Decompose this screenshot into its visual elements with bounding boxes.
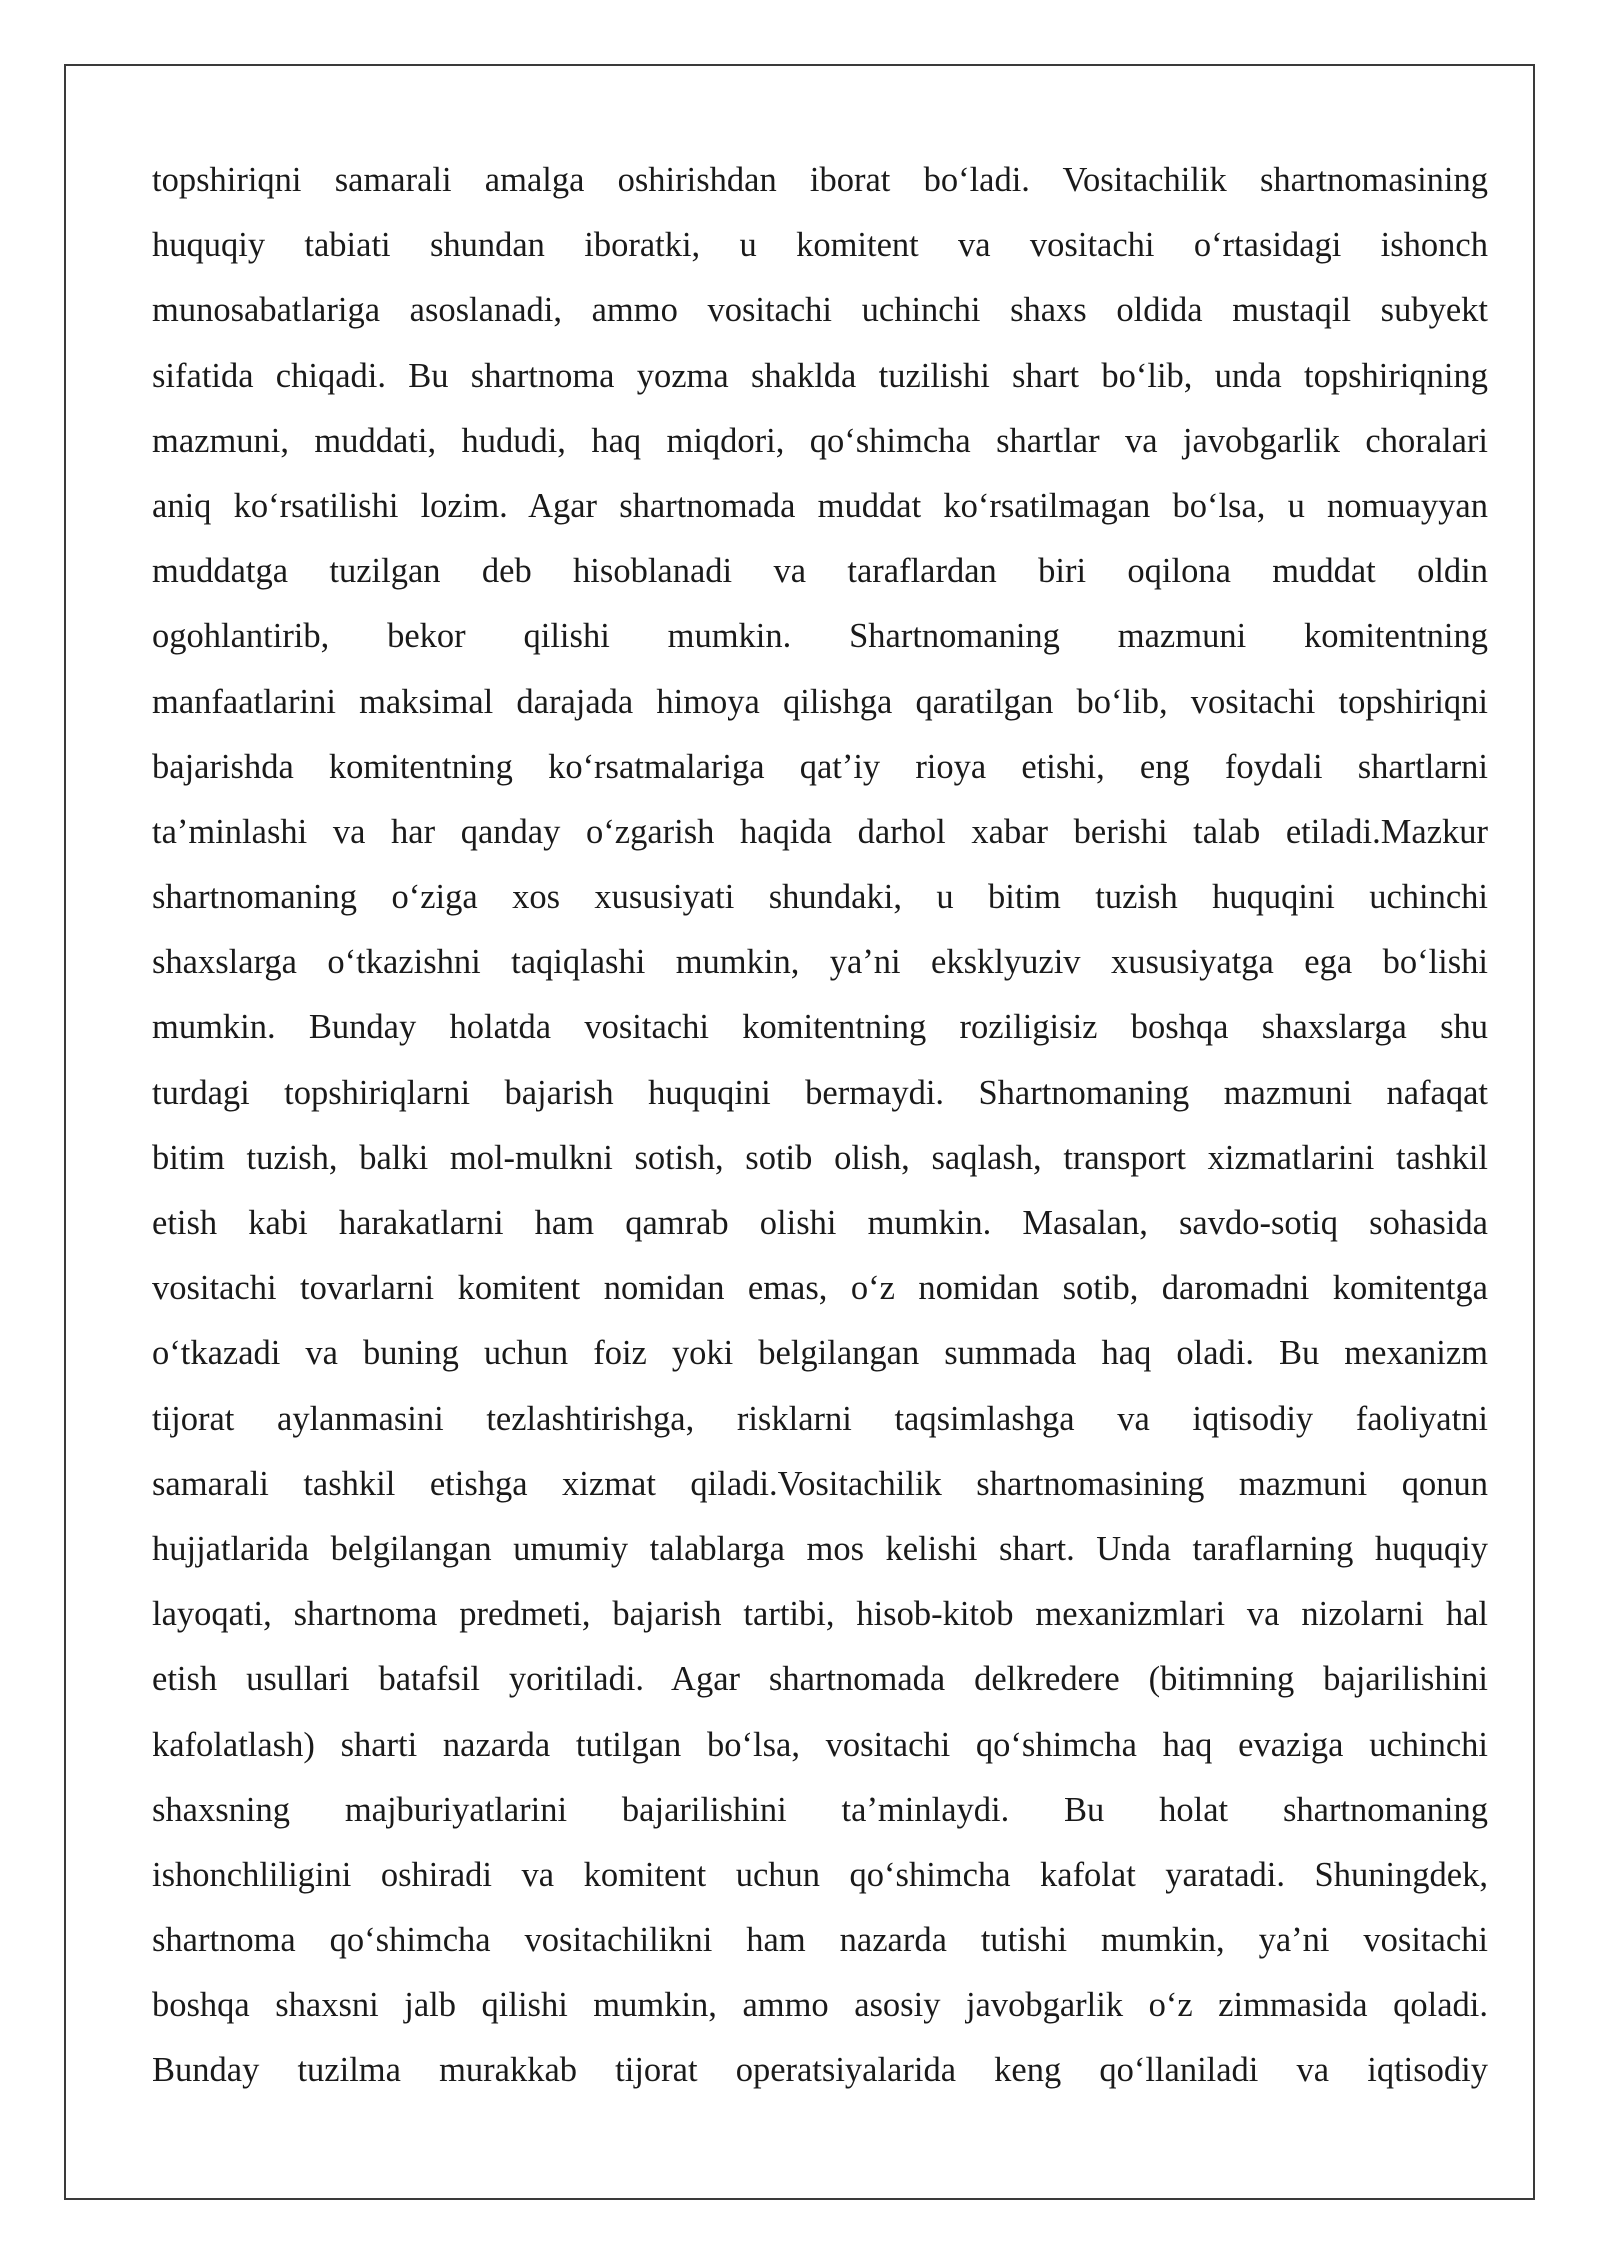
text-line: muddatga tuzilgan deb hisoblanadi va taraflardan biri oqilona muddat oldin (152, 552, 1488, 591)
text-line: shartnomaning oʻziga xos xususiyati shundaki, u bitim tuzish huquqini uchinchi (152, 878, 1488, 917)
text-line: etish kabi harakatlarni ham qamrab olishi mumkin. Masalan, savdo-sotiq sohasida (152, 1204, 1488, 1242)
text-line: sifatida chiqadi. Bu shartnoma yozma shaklda tuzilishi shart boʻlib, unda topshiriqning (152, 356, 1488, 395)
text-line: bajarishda komitentning koʻrsatmalariga qatʼiy rioya etishi, eng foydali shartlarni (152, 747, 1488, 786)
text-line: mazmuni, muddati, hududi, haq miqdori, qoʻshimcha shartlar va javobgarlik choralari (152, 421, 1488, 460)
text-line: ogohlantirib, bekor qilishi mumkin. Shartnomaning mazmuni komitentning (152, 617, 1488, 656)
text-line: taʼminlashi va har qanday oʻzgarish haqida darhol xabar berishi talab etiladi.Mazkur (152, 812, 1488, 851)
body-text (152, 148, 1488, 2104)
text-line: ishonchliligini oshiradi va komitent uchun qoʻshimcha kafolat yaratadi. Shuningdek, (152, 1855, 1488, 1894)
text-line: manfaatlarini maksimal darajada himoya qilishga qaratilgan boʻlib, vositachi topshiriqni (152, 682, 1488, 721)
text-line: samarali tashkil etishga xizmat qiladi.Vositachilik shartnomasining mazmuni qonun (152, 1464, 1488, 1503)
text-line: boshqa shaxsni jalb qilishi mumkin, ammo asosiy javobgarlik oʻz zimmasida qoladi. (152, 1986, 1488, 2025)
text-line: kafolatlash) sharti nazarda tutilgan boʻlsa, vositachi qoʻshimcha haq evaziga uchinchi (152, 1725, 1488, 1764)
text-line: shaxslarga oʻtkazishni taqiqlashi mumkin, yaʼni eksklyuziv xususiyatga ega boʻlishi (152, 943, 1488, 982)
text-line: vositachi tovarlarni komitent nomidan emas, oʻz nomidan sotib, daromadni komitentga (152, 1269, 1488, 1308)
text-line: topshiriqni samarali amalga oshirishdan iborat boʻladi. Vositachilik shartnomasining (152, 161, 1488, 199)
text-line: bitim tuzish, balki mol-mulkni sotish, sotib olish, saqlash, transport xizmatlarini tashkil (152, 1138, 1488, 1177)
text-line: huquqiy tabiati shundan iboratki, u komitent va vositachi oʻrtasidagi ishonch (152, 226, 1488, 265)
text-line: munosabatlariga asoslanadi, ammo vositachi uchinchi shaxs oldida mustaqil subyekt (152, 291, 1488, 330)
text-line: aniq koʻrsatilishi lozim. Agar shartnomada muddat koʻrsatilmagan boʻlsa, u nomuayyan (152, 486, 1488, 525)
text-line: etish usullari batafsil yoritiladi. Agar shartnomada delkredere (bitimning bajarilishini (152, 1660, 1488, 1699)
text-line: mumkin. Bunday holatda vositachi komitentning roziligisiz boshqa shaxslarga shu (152, 1008, 1488, 1047)
text-line: layoqati, shartnoma predmeti, bajarish tartibi, hisob-kitob mexanizmlari va nizolarni hal (152, 1595, 1488, 1634)
text-line: turdagi topshiriqlarni bajarish huquqini bermaydi. Shartnomaning mazmuni nafaqat (152, 1073, 1488, 1112)
text-line: hujjatlarida belgilangan umumiy talablarga mos kelishi shart. Unda taraflarning huquqiy (152, 1529, 1488, 1568)
text-line: shaxsning majburiyatlarini bajarilishini taʼminlaydi. Bu holat shartnomaning (152, 1790, 1488, 1829)
text-line: Bunday tuzilma murakkab tijorat operatsiyalarida keng qoʻllaniladi va iqtisodiy (152, 2051, 1488, 2090)
text-line: oʻtkazadi va buning uchun foiz yoki belgilangan summada haq oladi. Bu mexanizm (152, 1334, 1488, 1373)
text-line: tijorat aylanmasini tezlashtirishga, risklarni taqsimlashga va iqtisodiy faoliyatni (152, 1399, 1488, 1438)
text-line: shartnoma qoʻshimcha vositachilikni ham nazarda tutishi mumkin, yaʼni vositachi (152, 1921, 1488, 1960)
